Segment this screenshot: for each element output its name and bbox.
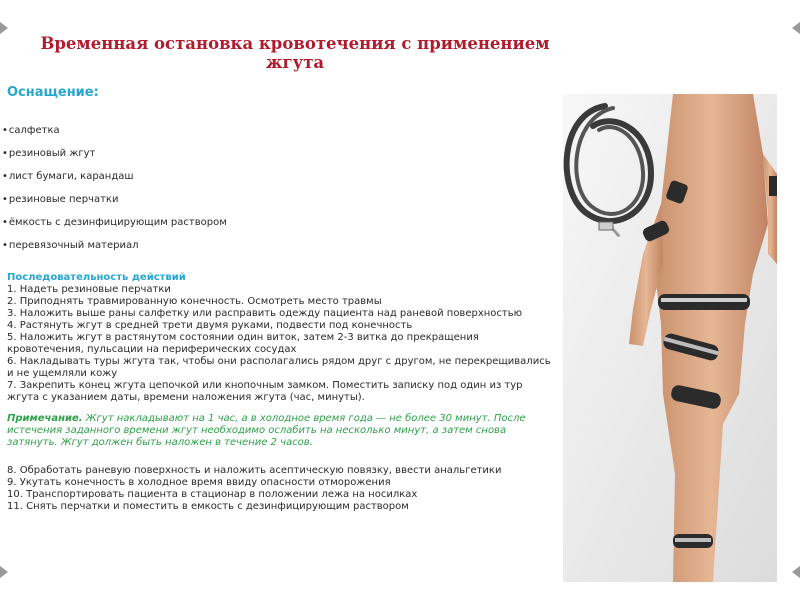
step-item: 6. Накладывать туры жгута так, чтобы они располагались рядом друг с другом, не перекрещивались и не ущемляли кожу (7, 356, 551, 379)
list-item: • резиновые перчатки (2, 194, 227, 217)
equipment-list (2, 125, 227, 263)
tourniquet-illustration (563, 94, 777, 582)
sequence-heading: Последовательность действий (7, 272, 186, 283)
step-item: 4. Растянуть жгут в средней трети двумя руками, подвести под конечность (7, 320, 413, 331)
step-item: 1. Надеть резиновые перчатки (7, 284, 171, 295)
steps-after (7, 465, 557, 513)
note (7, 413, 557, 449)
note-text: Жгут накладывают на 1 час, а в холодное время года — не более 30 минут. После истечения заданного времени жгут необходимо ослабить на несколько минут, а затем снова затянуть. Жгут должен быть наложен в течение 2 часов. (7, 413, 526, 448)
step-item: 10. Транспортировать пациента в стационар в положении лежа на носилках (7, 489, 418, 500)
step-item: 5. Наложить жгут в растянутом состоянии один виток, затем 2-3 витка до прекращения кровотечения, пульсации на периферических сосудах (7, 332, 479, 355)
step-item: 3. Наложить выше раны салфетку или расправить одежду пациента над раневой поверхностью (7, 308, 523, 319)
page-title: Временная остановка кровотечения с применением жгута (40, 34, 550, 72)
list-item: • салфетка (2, 125, 227, 148)
step-item: 9. Укутать конечность в холодное время ввиду опасности отморожения (7, 477, 391, 488)
step-item: 11. Снять перчатки и поместить в емкость с дезинфицирующим раствором (7, 501, 409, 512)
list-item: • ёмкость с дезинфицирующим раствором (2, 217, 227, 240)
corner-decoration (792, 566, 800, 578)
corner-decoration (792, 22, 800, 34)
list-item: • лист бумаги, карандаш (2, 171, 227, 194)
step-item: 2. Приподнять травмированную конечность. Осмотреть место травмы (7, 296, 382, 307)
list-item: • резиновый жгут (2, 148, 227, 171)
corner-decoration (0, 22, 8, 34)
equipment-heading: Оснащение: (7, 85, 99, 100)
step-item: 8. Обработать раневую поверхность и наложить асептическую повязку, ввести анальгетики (7, 465, 502, 476)
corner-decoration (0, 566, 8, 578)
step-item: 7. Закрепить конец жгута цепочкой или кнопочным замком. Поместить записку под один из тур жгута с указанием даты, времени наложения жгута (час, минуты). (7, 380, 523, 403)
list-item: • перевязочный материал (2, 240, 227, 263)
note-label: Примечание. (7, 413, 83, 424)
procedure-steps (7, 272, 557, 513)
